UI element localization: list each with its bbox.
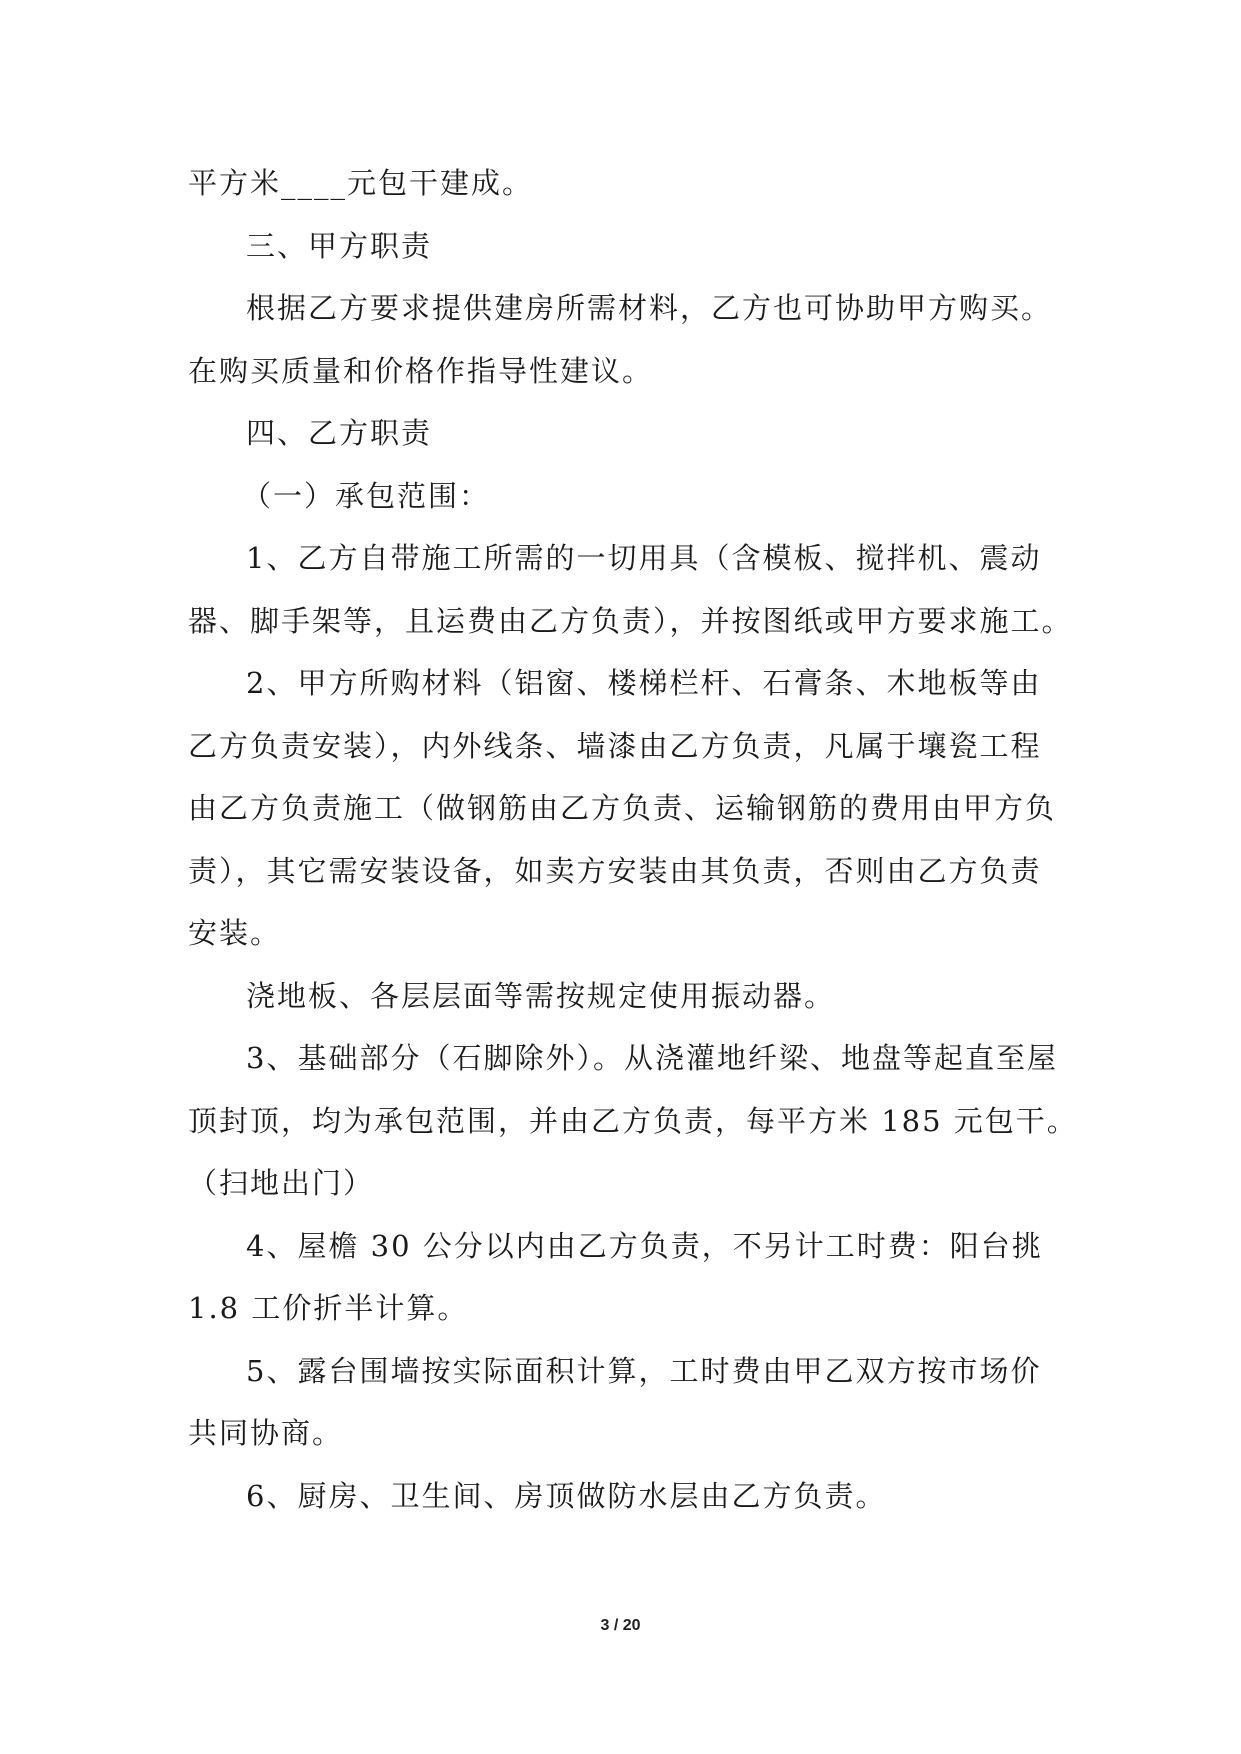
text-line: （扫地出门） bbox=[188, 1166, 375, 1200]
text-line: 2、甲方所购材料（铝窗、楼梯栏杆、石膏条、木地板等由 bbox=[246, 666, 1042, 700]
text-line: 顶封顶，均为承包范围，并由乙方负责，每平方米 185 元包干。 bbox=[188, 1103, 1078, 1138]
text-line: 由乙方负责施工（做钢筋由乙方负责、运输钢筋的费用由甲方负 bbox=[188, 791, 1057, 825]
text-line: 平方米____元包干建成。 bbox=[188, 166, 534, 200]
text-line: 4、屋檐 30 公分以内由乙方负责，不另计工时费：阳台挑 bbox=[246, 1228, 1043, 1263]
text-line: 浇地板、各层层面等需按规定使用振动器。 bbox=[246, 978, 836, 1013]
text-line: 乙方负责安装），内外线条、墙漆由乙方负责，凡属于壤瓷工程 bbox=[188, 728, 1042, 763]
text-line: 5、露台围墙按实际面积计算，工时费由甲乙双方按市场价 bbox=[246, 1353, 1042, 1388]
text-line: 责），其它需安装设备，如卖方安装由其负责，否则由乙方负责 bbox=[188, 853, 1042, 888]
text-line: 1、乙方自带施工所需的一切用具（含模板、搅拌机、震动 bbox=[246, 541, 1042, 575]
section-heading: 三、甲方职责 bbox=[246, 228, 433, 263]
text-line: 根据乙方要求提供建房所需材料，乙方也可协助甲方购买。 bbox=[246, 291, 1053, 325]
section-heading: 四、乙方职责 bbox=[246, 416, 433, 450]
text-line: 在购买质量和价格作指导性建议。 bbox=[188, 353, 654, 388]
text-line: 共同协商。 bbox=[188, 1416, 344, 1450]
page-number: 3 / 20 bbox=[600, 1617, 641, 1634]
subsection-heading: （一）承包范围： bbox=[242, 478, 491, 513]
text-line: 安装。 bbox=[188, 916, 282, 950]
text-line: 6、厨房、卫生间、房顶做防水层由乙方负责。 bbox=[246, 1478, 887, 1513]
text-line: 3、基础部分（石脚除外）。从浇灌地纤梁、地盘等起直至屋 bbox=[246, 1041, 1058, 1075]
document-body bbox=[188, 152, 1078, 1527]
text-line: 器、脚手架等，且运费由乙方负责），并按图纸或甲方要求施工。 bbox=[188, 603, 1073, 638]
text-line: 1.8 工价折半计算。 bbox=[188, 1291, 469, 1325]
